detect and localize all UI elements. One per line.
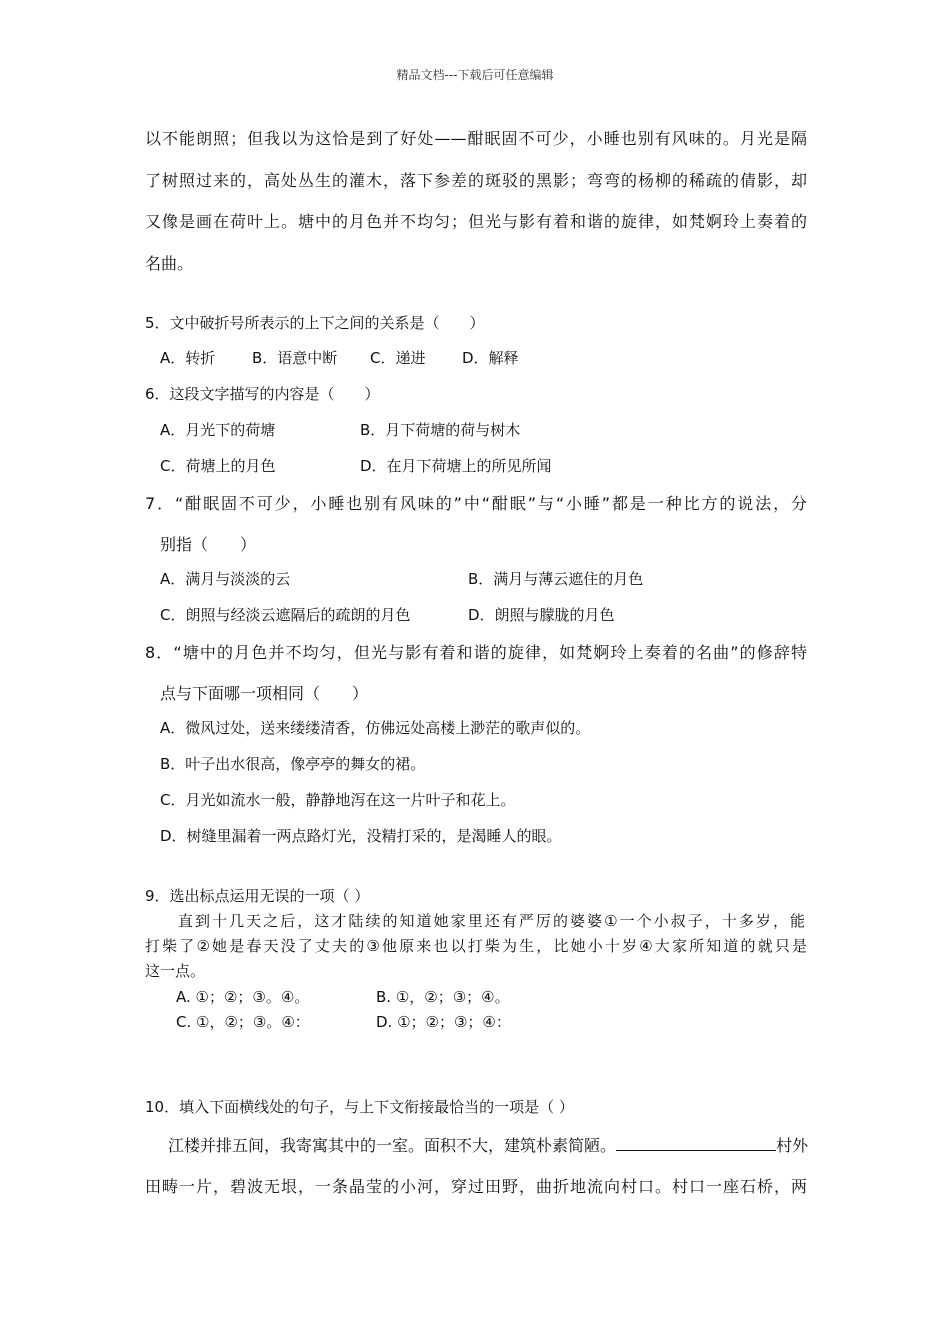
q8-option-a: A．微风过处，送来缕缕清香，仿佛远处高楼上渺茫的歌声似的。 xyxy=(160,719,591,737)
question-7-stem-cont: 别指（ ） xyxy=(160,535,257,554)
q6-option-a: A．月光下的荷塘 xyxy=(160,421,276,439)
q5-option-c: C．递进 xyxy=(370,349,426,367)
passage-line: 又像是画在荷叶上。塘中的月色并不均匀；但光与影有着和谐的旋律，如梵婀玲上奏着的 xyxy=(145,212,807,231)
q8-option-d: D．树缝里漏着一两点路灯光，没精打采的，是渴睡人的眼。 xyxy=(160,827,562,845)
q9-option-a: A. ①；②；③。④。 xyxy=(176,988,310,1006)
q8-option-b: B．叶子出水很高，像亭亭的舞女的裙。 xyxy=(160,755,426,773)
q5-option-b: B．语意中断 xyxy=(252,349,338,367)
passage-line: 以不能朗照；但我以为这恰是到了好处——酣眠固不可少，小睡也别有风味的。月光是隔 xyxy=(145,129,807,148)
question-7-stem: 7．“酣眠固不可少，小睡也别有风味的”中“酣眠”与“小睡”都是一种比方的说法，分 xyxy=(145,494,807,513)
q9-option-b: B. ①，②；③；④。 xyxy=(376,988,510,1006)
q7-option-c: C．朗照与经淡云遮隔后的疏朗的月色 xyxy=(160,606,411,624)
question-8-stem: 8．“塘中的月色并不均匀，但光与影有着和谐的旋律，如梵婀玲上奏着的名曲”的修辞特 xyxy=(145,643,807,662)
q5-option-d: D．解释 xyxy=(462,349,519,367)
q7-option-a: A．满月与淡淡的云 xyxy=(160,570,291,588)
q10-text-before-blank: 江楼并排五间，我寄寓其中的一室。面积不大，建筑朴素简陋。 xyxy=(168,1136,617,1155)
q10-passage-line: 田畴一片，碧波无垠，一条晶莹的小河，穿过田野，曲折地流向村口。村口一座石桥，两 xyxy=(145,1177,807,1196)
question-9-stem: 9．选出标点运用无误的一项（ ） xyxy=(145,887,370,905)
q9-option-c: C. ①，②；③。④： xyxy=(176,1013,310,1031)
q5-option-a: A．转折 xyxy=(160,349,216,367)
question-8-stem-cont: 点与下面哪一项相同（ ） xyxy=(160,684,369,703)
passage-line: 了树照过来的，高处丛生的灌木，落下参差的斑驳的黑影；弯弯的杨柳的稀疏的倩影，却 xyxy=(145,171,807,190)
fill-in-blank xyxy=(616,1136,776,1151)
question-5-stem: 5．文中破折号所表示的上下之间的关系是（ ） xyxy=(145,314,485,332)
q7-option-d: D．朗照与朦胧的月色 xyxy=(468,606,615,624)
q7-option-b: B．满月与薄云遮住的月色 xyxy=(468,570,644,588)
page-header: 精品文档---下载后可任意编辑 xyxy=(396,68,554,82)
q10-text-after-blank: 村外 xyxy=(776,1136,809,1155)
q9-option-d: D. ①；②；③；④： xyxy=(376,1013,511,1031)
q8-option-c: C．月光如流水一般，静静地泻在这一片叶子和花上。 xyxy=(160,791,516,809)
q6-option-c: C．荷塘上的月色 xyxy=(160,457,276,475)
q9-passage-line: 打柴了②她是春天没了丈夫的③他原来也以打柴为生，比她小十岁④大家所知道的就只是 xyxy=(145,937,807,955)
q9-passage-line: 这一点。 xyxy=(145,962,206,980)
q9-passage-line: 直到十几天之后，这才陆续的知道她家里还有严厉的婆婆①一个小叔子，十多岁，能 xyxy=(178,912,805,930)
q6-option-d: D．在月下荷塘上的所见所闻 xyxy=(360,457,552,475)
question-6-stem: 6．这段文字描写的内容是（ ） xyxy=(145,385,380,403)
question-10-stem: 10．填入下面横线处的句子，与上下文衔接最恰当的一项是（ ） xyxy=(145,1098,574,1116)
q6-option-b: B．月下荷塘的荷与树木 xyxy=(360,421,521,439)
q10-passage-line xyxy=(168,1133,808,1156)
passage-line: 名曲。 xyxy=(145,254,194,273)
